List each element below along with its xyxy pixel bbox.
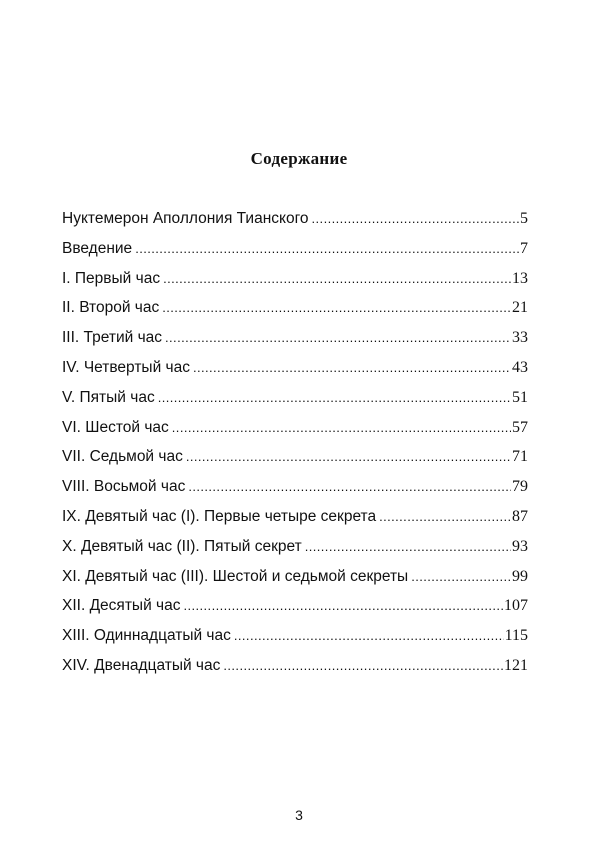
toc-entry-page: 93 [512, 537, 528, 555]
toc-entry-label: XI. Девятый час (III). Шестой и седьмой секреты [62, 567, 409, 585]
toc-entry-page: 71 [512, 448, 528, 466]
toc-entry-label: Нуктемерон Аполлония Тианского [62, 210, 309, 227]
toc-entry[interactable] [62, 234, 528, 264]
toc-dot-leader [234, 621, 504, 651]
toc-entry[interactable] [62, 204, 528, 234]
toc-dot-leader [379, 502, 511, 532]
toc-dot-leader [305, 532, 511, 562]
toc-dot-leader [223, 651, 503, 681]
toc-dot-leader [165, 323, 511, 353]
toc-dot-leader [193, 353, 511, 383]
toc-entry-page: 57 [512, 418, 528, 436]
table-of-contents [62, 204, 528, 681]
toc-entry-page: 79 [512, 478, 528, 496]
toc-entry[interactable] [62, 442, 528, 472]
toc-dot-leader [183, 591, 503, 621]
toc-dot-leader [163, 264, 511, 294]
toc-dot-leader [162, 293, 511, 323]
toc-dot-leader [135, 234, 519, 264]
toc-entry-label: III. Третий час [62, 329, 163, 347]
toc-entry-label: IX. Девятый час (I). Первые четыре секрета [62, 507, 377, 525]
toc-dot-leader [158, 383, 511, 413]
toc-dot-leader [186, 442, 511, 472]
toc-dot-leader [188, 472, 511, 502]
toc-entry-label: XIV. Двенадцатый час [62, 656, 221, 674]
toc-entry[interactable] [62, 472, 528, 502]
toc-entry[interactable] [62, 621, 528, 651]
toc-entry-label: II. Второй час [62, 299, 160, 317]
toc-entry-label: V. Пятый час [62, 388, 155, 406]
toc-entry[interactable] [62, 413, 528, 443]
toc-entry-label: VI. Шестой час [62, 418, 169, 436]
toc-entry[interactable] [62, 532, 528, 562]
toc-entry-label: X. Девятый час (II). Пятый секрет [62, 537, 302, 555]
toc-entry-page: 87 [512, 507, 528, 525]
toc-entry-label: IV. Четвертый час [62, 358, 190, 376]
toc-dot-leader [172, 413, 511, 443]
page-title: Содержание [250, 149, 348, 168]
toc-entry-label: XII. Десятый час [62, 597, 181, 615]
toc-entry-page: 33 [512, 329, 528, 347]
toc-entry-label: Введение [62, 239, 133, 257]
toc-entry[interactable] [62, 651, 528, 681]
toc-dot-leader [312, 204, 519, 234]
toc-entry-page: 5 [520, 210, 528, 227]
toc-entry[interactable] [62, 353, 528, 383]
toc-entry[interactable] [62, 502, 528, 532]
toc-entry-page: 7 [520, 239, 528, 257]
toc-entry[interactable] [62, 562, 528, 592]
toc-entry-page: 99 [512, 567, 528, 585]
toc-entry-page: 21 [512, 299, 528, 317]
toc-entry-label: VII. Седьмой час [62, 448, 183, 466]
toc-entry[interactable] [62, 264, 528, 294]
toc-entry[interactable] [62, 323, 528, 353]
toc-entry-label: VIII. Восьмой час [62, 478, 186, 496]
page-number: 3 [295, 807, 303, 823]
toc-entry-label: XIII. Одиннадцатый час [62, 627, 231, 645]
toc-entry-label: I. Первый час [62, 269, 161, 287]
toc-entry[interactable] [62, 591, 528, 621]
toc-entry-page: 121 [504, 656, 528, 674]
toc-dot-leader [411, 562, 511, 592]
toc-entry[interactable] [62, 293, 528, 323]
toc-entry[interactable] [62, 383, 528, 413]
toc-entry-page: 43 [512, 358, 528, 376]
toc-entry-page: 13 [512, 269, 528, 287]
toc-entry-page: 107 [504, 597, 528, 615]
toc-entry-page: 51 [512, 388, 528, 406]
toc-entry-page: 115 [504, 627, 528, 645]
